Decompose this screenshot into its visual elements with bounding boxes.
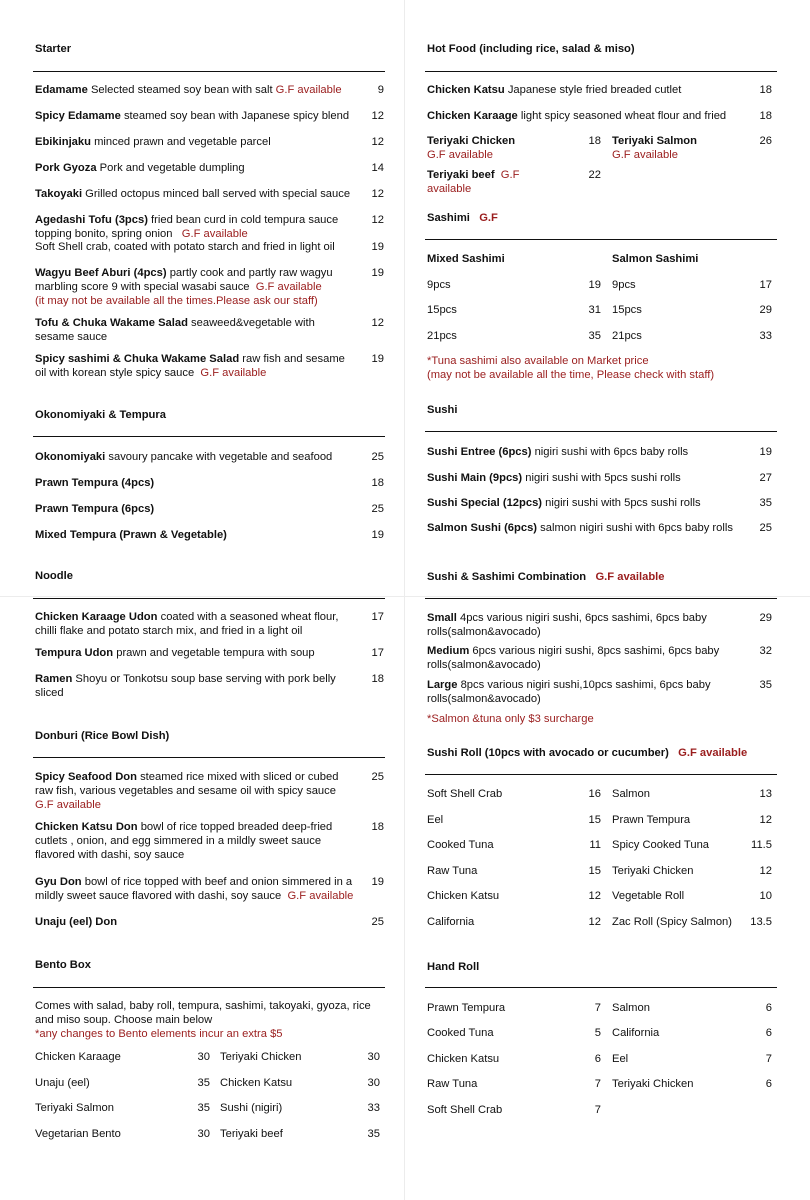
item-price: 29 [759, 612, 772, 624]
section-title-sashimi [427, 212, 498, 224]
item-name: Medium [427, 645, 470, 657]
item-desc: Pork and vegetable dumpling [99, 162, 245, 174]
item-price: 15 [588, 814, 601, 826]
menu-item-tofu-wakame-salad [35, 316, 315, 344]
item-price: 12 [371, 188, 384, 200]
item-price: 25 [759, 522, 772, 534]
item-price: 18 [371, 673, 384, 685]
item-price: 7 [594, 1002, 601, 1014]
item-desc: minced prawn and vegetable parcel [94, 136, 271, 148]
item-desc: light spicy seasoned wheat flour and fried [520, 110, 727, 122]
hand-roll-item: Eel [612, 1053, 629, 1065]
item-price: 19 [371, 353, 384, 365]
menu-item-teriyaki-chicken [427, 134, 515, 162]
item-name: Ramen [35, 673, 73, 685]
menu-item-salmon-sushi [427, 521, 733, 535]
section-rule [33, 436, 385, 437]
item-price: 17 [371, 611, 384, 623]
note-line: (may not be available all the time, Please check with staff) [427, 369, 715, 381]
sashimi-salmon-title: Salmon Sashimi [612, 253, 699, 265]
section-rule [425, 71, 777, 72]
item-desc: fried bean curd in cold tempura sauce [151, 214, 339, 226]
item-price: 19 [371, 241, 384, 253]
item-desc: chilli flake and potato starch mix, and fried in a light oil [35, 625, 303, 637]
item-price: 10 [759, 890, 772, 902]
roll-item: Zac Roll (Spicy Salmon) [612, 916, 732, 928]
item-price: 35 [197, 1102, 210, 1114]
sashimi-note [427, 354, 714, 382]
item-price: 6 [594, 1053, 601, 1065]
roll-item: Salmon [612, 788, 650, 800]
item-price: 31 [588, 304, 601, 316]
menu-item-wagyu-beef-aburi [35, 266, 333, 308]
gf-badge: G.F [500, 169, 520, 181]
item-desc: steamed rice mixed with sliced or cubed [140, 771, 339, 783]
item-price: 33 [367, 1102, 380, 1114]
roll-item: Raw Tuna [427, 865, 478, 877]
bento-item: Teriyaki beef [220, 1128, 283, 1140]
item-name: Chicken Karaage [427, 110, 518, 122]
section-title-hand-roll: Hand Roll [427, 961, 480, 973]
item-desc: Selected steamed soy bean with salt [90, 84, 273, 96]
menu-item-ramen [35, 672, 336, 700]
item-price: 35 [588, 330, 601, 342]
item-price: 18 [759, 84, 772, 96]
item-desc: bowl of rice topped breaded deep-fried [140, 821, 333, 833]
bento-item: Chicken Karaage [35, 1051, 121, 1063]
section-title-starter: Starter [35, 43, 72, 55]
roll-item: Prawn Tempura [612, 814, 691, 826]
item-price: 6 [765, 1027, 772, 1039]
sashimi-mixed-title: Mixed Sashimi [427, 253, 505, 265]
item-desc: salmon nigiri sushi with 6pcs baby rolls [540, 522, 733, 534]
section-title-sushi-roll [427, 747, 747, 759]
gf-badge: G.F available [275, 84, 342, 96]
item-desc: partly cook and partly raw wagyu [169, 267, 333, 279]
item-name: Sushi Special (12pcs) [427, 497, 543, 509]
item-price: 13 [759, 788, 772, 800]
sashimi-option: 15pcs [612, 304, 642, 316]
item-price: 19 [371, 529, 384, 541]
item-price: 14 [371, 162, 384, 174]
item-price: 7 [765, 1053, 772, 1065]
item-price: 18 [371, 477, 384, 489]
bento-desc-line: and miso soup. Choose main below [35, 1014, 213, 1026]
hand-roll-item: Salmon [612, 1002, 650, 1014]
item-name: Chicken Katsu Don [35, 821, 138, 833]
section-rule [425, 987, 777, 988]
section-rule [425, 774, 777, 775]
item-price: 11 [589, 839, 601, 851]
item-price: 30 [367, 1077, 380, 1089]
menu-item-teriyaki-beef [427, 168, 519, 196]
gf-badge: G.F available [427, 149, 493, 161]
combo-note: *Salmon &tuna only $3 surcharge [427, 713, 594, 725]
item-desc: nigiri sushi with 5pcs sushi rolls [525, 472, 681, 484]
gf-badge: G.F available [612, 149, 678, 161]
item-price: 12 [371, 136, 384, 148]
menu-item-sushi-main [427, 471, 681, 485]
item-price: 33 [759, 330, 772, 342]
section-title-text: Sushi & Sashimi Combination [427, 571, 587, 583]
item-price: 17 [759, 279, 772, 291]
item-name: Sushi Entree (6pcs) [427, 446, 532, 458]
item-price: 32 [759, 645, 772, 657]
item-name: Wagyu Beef Aburi (4pcs) [35, 267, 167, 279]
item-price: 25 [371, 771, 384, 783]
item-price: 35 [759, 497, 772, 509]
page-divider [0, 596, 810, 597]
item-price: 25 [371, 503, 384, 515]
item-price: 13.5 [750, 916, 772, 928]
item-name: Small [427, 612, 457, 624]
item-price: 7 [594, 1104, 601, 1116]
item-price: 6 [765, 1002, 772, 1014]
item-desc: bowl of rice topped with beef and onion simmered in a [84, 876, 353, 888]
item-desc: raw fish and sesame [242, 353, 345, 365]
item-price: 35 [367, 1128, 380, 1140]
note-line: *Tuna sashimi also available on Market price [427, 355, 649, 367]
item-price: 25 [371, 916, 384, 928]
item-price: 6 [765, 1078, 772, 1090]
menu-item-spicy-edamame [35, 109, 349, 123]
item-desc: marbling score 9 with special wasabi sauce [35, 281, 250, 293]
item-desc: 8pcs various nigiri sushi,10pcs sashimi, 6pcs baby [460, 679, 711, 691]
menu-item-sushi-special [427, 496, 701, 510]
item-price: 12 [588, 890, 601, 902]
item-desc: flavored with dashi, soy sauce [35, 849, 185, 861]
item-desc: sesame sauce [35, 331, 108, 343]
section-rule [33, 987, 385, 988]
menu-item-unaju-don: Unaju (eel) Don [35, 916, 118, 928]
item-price: 9 [377, 84, 384, 96]
menu-item-spicy-sashimi-salad [35, 352, 345, 380]
item-name: Chicken Karaage Udon [35, 611, 158, 623]
item-price: 15 [588, 865, 601, 877]
item-name: Chicken Katsu [427, 84, 505, 96]
section-title-sushi: Sushi [427, 404, 458, 416]
section-rule [33, 598, 385, 599]
section-rule [425, 598, 777, 599]
section-rule [425, 431, 777, 432]
section-rule [33, 71, 385, 72]
roll-item: Teriyaki Chicken [612, 865, 694, 877]
gf-badge: G.F available [255, 281, 322, 293]
hand-roll-item: Raw Tuna [427, 1078, 478, 1090]
item-desc: nigiri sushi with 5pcs sushi rolls [545, 497, 701, 509]
bento-desc-line: Comes with salad, baby roll, tempura, sashimi, takoyaki, gyoza, rice [35, 1000, 371, 1012]
item-desc: cutlets , onion, and egg simmered in a mildly sweet sauce [35, 835, 322, 847]
menu-item-chicken-karaage-udon [35, 610, 338, 638]
bento-description [35, 999, 371, 1041]
menu-item-prawn-tempura-4: Prawn Tempura (4pcs) [35, 477, 155, 489]
menu-item-combo-small [427, 611, 707, 639]
gf-badge: G.F available [595, 571, 665, 583]
roll-item: Spicy Cooked Tuna [612, 839, 710, 851]
item-price: 12 [371, 317, 384, 329]
item-desc: 6pcs various nigiri sushi, 8pcs sashimi, 6pcs baby [472, 645, 720, 657]
item-name: Spicy Edamame [35, 110, 121, 122]
item-desc: Japanese style fried breaded cutlet [507, 84, 682, 96]
item-price: 11.5 [751, 839, 772, 851]
gf-badge: G.F available [200, 367, 267, 379]
item-desc: mildly sweet sauce flavored with dashi, soy sauce [35, 890, 282, 902]
item-desc: savoury pancake with vegetable and seafood [108, 451, 333, 463]
roll-item: Eel [427, 814, 444, 826]
item-price: 17 [371, 647, 384, 659]
roll-item: Cooked Tuna [427, 839, 494, 851]
item-price: 12 [371, 110, 384, 122]
bento-item: Vegetarian Bento [35, 1128, 121, 1140]
item-desc: Shoyu or Tonkotsu soup base serving with pork belly [75, 673, 336, 685]
sashimi-option: 21pcs [612, 330, 642, 342]
menu-item-chicken-katsu [427, 83, 681, 97]
item-desc: raw fish, various vegetables and sesame oil with spicy sauce [35, 785, 336, 797]
item-price: 30 [367, 1051, 380, 1063]
item-desc: oil with korean style spicy sauce [35, 367, 195, 379]
section-title-noodle: Noodle [35, 570, 73, 582]
item-name: Salmon Sushi (6pcs) [427, 522, 538, 534]
menu-item-ebikinjaku [35, 135, 271, 149]
menu-item-prawn-tempura-6: Prawn Tempura (6pcs) [35, 503, 155, 515]
menu-item-tempura-udon [35, 646, 315, 660]
menu-item-soft-shell-crab [35, 240, 335, 254]
item-price: 7 [594, 1078, 601, 1090]
menu-item-agedashi-tofu [35, 213, 338, 241]
menu-item-gyu-don [35, 875, 353, 903]
roll-item: California [427, 916, 475, 928]
item-price: 12 [588, 916, 601, 928]
section-title-donburi: Donburi (Rice Bowl Dish) [35, 730, 170, 742]
sashimi-option: 9pcs [427, 279, 451, 291]
menu-item-chicken-karaage [427, 109, 726, 123]
menu-item-okonomiyaki [35, 450, 332, 464]
item-price: 19 [759, 446, 772, 458]
item-name: Edamame [35, 84, 88, 96]
item-name: Spicy sashimi & Chuka Wakame Salad [35, 353, 240, 365]
section-title-text: Sushi Roll (10pcs with avocado or cucumber) [427, 747, 669, 759]
column-divider [404, 0, 405, 1200]
roll-item: Vegetable Roll [612, 890, 685, 902]
item-desc: topping bonito, spring onion [35, 228, 173, 240]
section-rule [425, 239, 777, 240]
sashimi-option: 15pcs [427, 304, 457, 316]
bento-item: Unaju (eel) [35, 1077, 90, 1089]
item-price: 16 [588, 788, 601, 800]
menu-item-sushi-entree [427, 445, 688, 459]
menu-item-mixed-tempura: Mixed Tempura (Prawn & Vegetable) [35, 529, 227, 541]
item-desc: steamed soy bean with Japanese spicy blend [123, 110, 350, 122]
sashimi-option: 9pcs [612, 279, 636, 291]
section-title-text: Sashimi [427, 212, 470, 224]
bento-item: Teriyaki Chicken [220, 1051, 302, 1063]
item-name: Gyu Don [35, 876, 82, 888]
item-name: Spicy Seafood Don [35, 771, 137, 783]
gf-badge: G.F available [287, 890, 354, 902]
item-desc: 4pcs various nigiri sushi, 6pcs sashimi, 6pcs baby [459, 612, 707, 624]
item-desc: seaweed&vegetable with [191, 317, 315, 329]
bento-item: Teriyaki Salmon [35, 1102, 114, 1114]
item-desc: rolls(salmon&avocado) [427, 626, 541, 638]
hand-roll-item: Soft Shell Crab [427, 1104, 503, 1116]
item-name: Large [427, 679, 458, 691]
item-price: 35 [759, 679, 772, 691]
item-name: Agedashi Tofu (3pcs) [35, 214, 148, 226]
bento-item: Chicken Katsu [220, 1077, 293, 1089]
item-price: 22 [588, 169, 601, 181]
roll-item: Chicken Katsu [427, 890, 500, 902]
section-title-bento: Bento Box [35, 959, 91, 971]
hand-roll-item: Prawn Tempura [427, 1002, 506, 1014]
section-title-hot-food: Hot Food (including rice, salad & miso) [427, 43, 635, 55]
item-name: Sushi Main (9pcs) [427, 472, 523, 484]
item-name: Pork Gyoza [35, 162, 97, 174]
hand-roll-item: Chicken Katsu [427, 1053, 500, 1065]
item-desc: sliced [35, 687, 64, 699]
section-title-okonomiyaki: Okonomiyaki & Tempura [35, 409, 166, 421]
hand-roll-item: California [612, 1027, 660, 1039]
item-name: Ebikinjaku [35, 136, 91, 148]
bento-item: Sushi (nigiri) [220, 1102, 283, 1114]
item-desc: Soft Shell crab, coated with potato starch and fried in light oil [35, 241, 335, 253]
item-price: 18 [371, 821, 384, 833]
roll-item: Soft Shell Crab [427, 788, 503, 800]
item-desc: nigiri sushi with 6pcs baby rolls [534, 446, 689, 458]
item-name: Tofu & Chuka Wakame Salad [35, 317, 188, 329]
item-desc: prawn and vegetable tempura with soup [116, 647, 315, 659]
hand-roll-item: Teriyaki Chicken [612, 1078, 694, 1090]
item-price: 12 [371, 214, 384, 226]
gf-badge: G.F available [181, 228, 248, 240]
menu-item-spicy-seafood-don [35, 770, 338, 812]
item-price: 12 [759, 814, 772, 826]
item-desc: Grilled octopus minced ball served with special sauce [85, 188, 351, 200]
menu-item-combo-medium [427, 644, 719, 672]
item-name: Tempura Udon [35, 647, 114, 659]
item-price: 18 [759, 110, 772, 122]
item-desc: coated with a seasoned wheat flour, [160, 611, 339, 623]
bento-note: *any changes to Bento elements incur an extra $5 [35, 1028, 283, 1040]
item-price: 26 [759, 135, 772, 147]
menu-item-combo-large [427, 678, 711, 706]
menu-item-edamame [35, 83, 342, 97]
section-title-combo [427, 571, 665, 583]
item-price: 18 [588, 135, 601, 147]
gf-badge: G.F available [35, 799, 101, 811]
item-price: 25 [371, 451, 384, 463]
item-name: Takoyaki [35, 188, 83, 200]
item-note: (it may not be available all the times.Please ask our staff) [35, 295, 318, 307]
menu-item-teriyaki-salmon [612, 134, 697, 162]
menu-item-pork-gyoza [35, 161, 245, 175]
item-desc: rolls(salmon&avocado) [427, 659, 541, 671]
item-desc: rolls(salmon&avocado) [427, 693, 541, 705]
item-price: 19 [371, 267, 384, 279]
item-price: 19 [588, 279, 601, 291]
item-price: 27 [759, 472, 772, 484]
item-name: Teriyaki beef [427, 169, 495, 181]
section-rule [33, 757, 385, 758]
item-name: Okonomiyaki [35, 451, 106, 463]
item-price: 35 [197, 1077, 210, 1089]
menu-item-takoyaki [35, 187, 350, 201]
item-price: 30 [197, 1051, 210, 1063]
menu-item-chicken-katsu-don [35, 820, 332, 862]
item-price: 5 [594, 1027, 601, 1039]
gf-badge: G.F available [678, 747, 748, 759]
item-price: 12 [759, 865, 772, 877]
item-price: 19 [371, 876, 384, 888]
item-price: 30 [197, 1128, 210, 1140]
hand-roll-item: Cooked Tuna [427, 1027, 494, 1039]
item-name: Teriyaki Salmon [612, 135, 697, 147]
item-name: Teriyaki Chicken [427, 135, 516, 147]
gf-badge: available [427, 183, 472, 195]
item-price: 29 [759, 304, 772, 316]
gf-badge: G.F [479, 212, 498, 224]
sashimi-option: 21pcs [427, 330, 457, 342]
